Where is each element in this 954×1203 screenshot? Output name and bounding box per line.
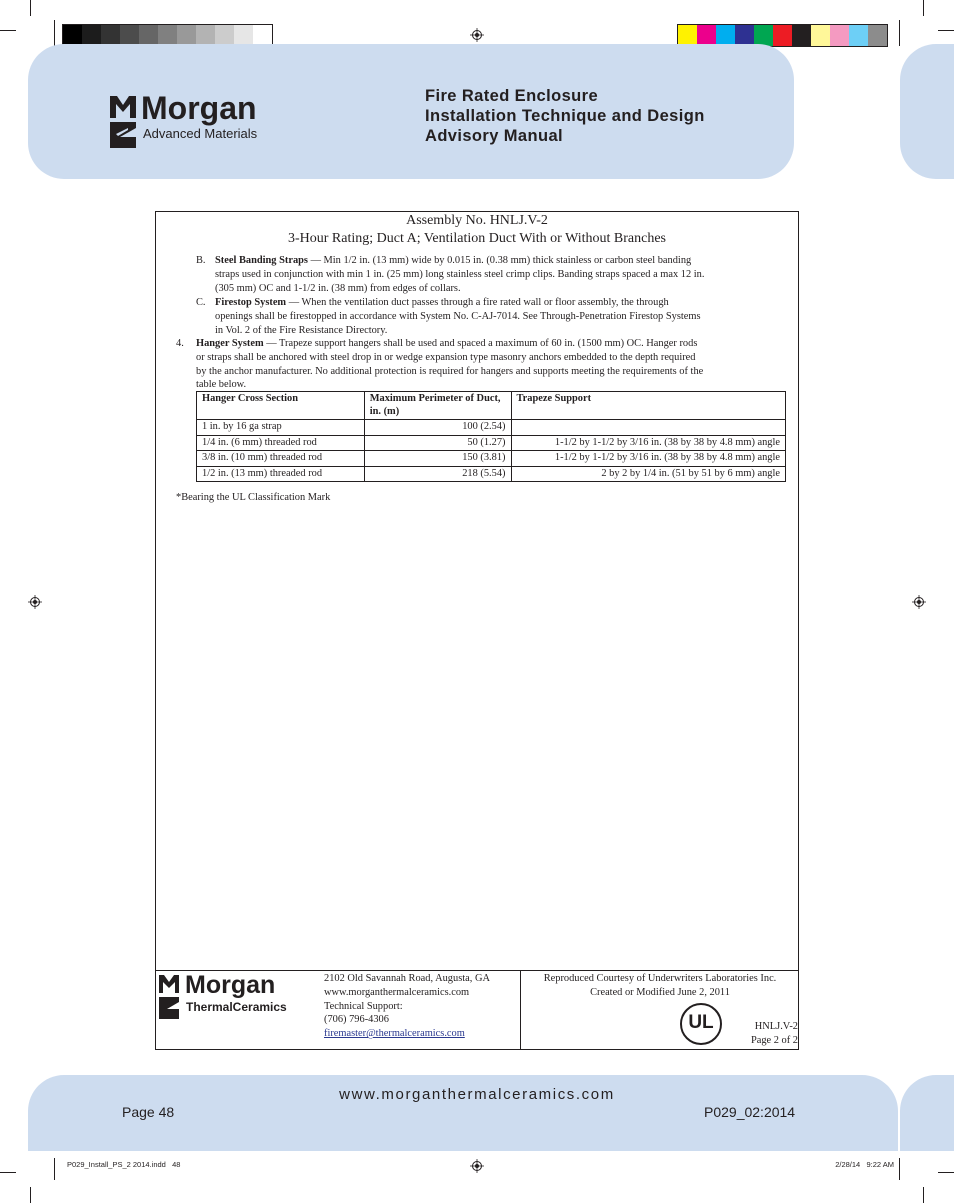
item-marker: 4. [176, 338, 184, 349]
item-line: table below. [196, 379, 247, 391]
grayscale-swatch [234, 25, 253, 46]
crop-mark [923, 0, 924, 16]
table-cell: 1/4 in. (6 mm) threaded rod [197, 435, 365, 451]
color-swatch [868, 25, 887, 46]
color-swatch [830, 25, 849, 46]
footer-logo-wordmark: Morgan [185, 971, 276, 999]
table-header-cell: Hanger Cross Section [197, 392, 365, 420]
item-line: in Vol. 2 of the Fire Resistance Directory. [215, 324, 388, 336]
grayscale-swatch [215, 25, 234, 46]
grayscale-swatch [196, 25, 215, 46]
table-row [197, 451, 786, 467]
table-cell: 100 (2.54) [364, 420, 511, 436]
reproduction-line: Created or Modified June 2, 2011 [590, 986, 730, 998]
website-url[interactable]: www.morganthermalceramics.com [339, 1086, 615, 1103]
contact-line: (706) 796-4306 [324, 1014, 389, 1026]
document-page: Page 2 of 2 [750, 1034, 798, 1046]
grayscale-swatch [63, 25, 82, 46]
slug-timestamp: 2/28/14 9:22 AM [835, 1160, 894, 1169]
registration-mark-icon [912, 595, 926, 609]
table-header-cell: Trapeze Support [511, 392, 786, 420]
ul-mark-text: UL [688, 1012, 714, 1033]
crop-mark [0, 1172, 16, 1173]
table-row [197, 435, 786, 451]
contact-line: www.morganthermalceramics.com [324, 986, 470, 998]
contact-line: Technical Support: [324, 1000, 403, 1012]
item-heading: Hanger System [196, 338, 264, 349]
table-cell: 3/8 in. (10 mm) threaded rod [197, 451, 365, 467]
crop-mark [30, 0, 31, 16]
color-swatch [792, 25, 811, 46]
document-id-block [716, 1020, 798, 1048]
crop-mark [0, 30, 16, 31]
table-cell: 1-1/2 by 1-1/2 by 3/16 in. (38 by 38 by 4.8 mm) angle [511, 435, 786, 451]
item-line: (305 mm) OC and 1-1/2 in. (38 mm) from edges of collars. [215, 282, 461, 294]
registration-mark-icon [470, 28, 484, 42]
table-cell [511, 420, 786, 436]
reproduction-line: Reproduced Courtesy of Underwriters Laboratories Inc. [543, 973, 777, 984]
color-swatch [735, 25, 754, 46]
crop-mark [54, 1158, 55, 1180]
table-cell: 50 (1.27) [364, 435, 511, 451]
footnote: *Bearing the UL Classification Mark [176, 492, 331, 503]
table-row [197, 420, 786, 436]
item-line: — When the ventilation duct passes through a fire rated wall or floor assembly, the through [286, 297, 669, 308]
color-swatch [849, 25, 868, 46]
crop-mark [938, 1172, 954, 1173]
crop-mark [899, 1158, 900, 1180]
header-title-line: Fire Rated Enclosure [425, 87, 599, 105]
grayscale-swatch [158, 25, 177, 46]
header-title-line: Installation Technique and Design [425, 107, 705, 125]
document-code: P029_02:2014 [704, 1104, 796, 1120]
table-cell: 150 (3.81) [364, 451, 511, 467]
crop-mark [899, 20, 900, 46]
table-row [197, 466, 786, 482]
contact-line: 2102 Old Savannah Road, Augusta, GA [324, 973, 490, 984]
item-line: or straps shall be anchored with steel drop in or wedge expansion type masonry anchors embedded to the depth required [196, 351, 696, 363]
grayscale-swatch [177, 25, 196, 46]
header-side-tab [900, 44, 954, 179]
footer-divider [520, 970, 521, 1049]
contact-block [324, 972, 490, 1041]
item-4-text [196, 337, 794, 392]
grayscale-swatch [139, 25, 158, 46]
header-title [425, 86, 705, 146]
item-heading: Firestop System [215, 297, 287, 308]
morgan-mark-icon [159, 975, 179, 1019]
table-header-cell: Maximum Perimeter of Duct, in. (m) [364, 392, 511, 420]
page-number: Page 48 [122, 1104, 175, 1120]
item-line: — Min 1/2 in. (13 mm) wide by 0.015 in. (0.38 mm) thick stainless or carbon steel banding [307, 255, 692, 266]
hanger-table [196, 391, 786, 482]
grayscale-swatch [253, 25, 272, 46]
item-line: straps used in conjunction with min 1 in. (25 mm) long stainless steel crimp clips. Banding straps spaced a max 12 in. [215, 268, 705, 280]
table-cell: 1-1/2 by 1-1/2 by 3/16 in. (38 by 38 by 4.8 mm) angle [511, 451, 786, 467]
reproduction-note [522, 972, 798, 1000]
registration-mark-icon [28, 595, 42, 609]
assembly-title: Assembly No. HNLJ.V-2 [406, 213, 548, 228]
document-id: HNLJ.V-2 [754, 1021, 798, 1032]
logo-tagline: Advanced Materials [143, 126, 258, 141]
item-b-text [215, 254, 795, 295]
item-marker: B. [196, 255, 206, 266]
footer-side-tab [900, 1075, 954, 1151]
logo-wordmark: Morgan [141, 90, 257, 126]
table-cell: 218 (5.54) [364, 466, 511, 482]
crop-mark [923, 1187, 924, 1203]
item-marker: C. [196, 297, 206, 308]
item-heading: Steel Banding Straps [215, 255, 308, 266]
footer-logo-subtitle: ThermalCeramics [186, 1000, 287, 1014]
color-swatch [754, 25, 773, 46]
table-cell: 1/2 in. (13 mm) threaded rod [197, 466, 365, 482]
support-email-link[interactable]: firemaster@thermalceramics.com [324, 1028, 465, 1040]
assembly-subtitle: 3-Hour Rating; Duct A; Ventilation Duct With or Without Branches [288, 231, 666, 246]
item-line: openings shall be firestopped in accordance with System No. C-AJ-7014. See Through-Penetration Firestop Systems [215, 310, 701, 322]
slug-filename: P029_Install_PS_2 2014.indd 48 [67, 1160, 181, 1169]
assembly-document [155, 211, 799, 1050]
crop-mark [54, 20, 55, 46]
table-cell: 1 in. by 16 ga strap [197, 420, 365, 436]
color-swatch [678, 25, 697, 46]
item-c-text [215, 296, 795, 337]
registration-mark-icon [470, 1159, 484, 1173]
morgan-mark-icon [110, 96, 136, 148]
crop-mark [938, 30, 954, 31]
table-header-row [197, 392, 786, 420]
color-swatch [697, 25, 716, 46]
table-cell: 2 by 2 by 1/4 in. (51 by 51 by 6 mm) angle [511, 466, 786, 482]
color-swatch [773, 25, 792, 46]
color-swatch [811, 25, 830, 46]
grayscale-swatch [101, 25, 120, 46]
header-title-line: Advisory Manual [425, 127, 564, 145]
item-line: by the anchor manufacturer. No additional protection is required for hangers and supports meeting the requirements of the [196, 365, 704, 377]
grayscale-swatch [120, 25, 139, 46]
color-swatch [716, 25, 735, 46]
item-line: — Trapeze support hangers shall be used and spaced a maximum of 60 in. (1500 mm) OC. Hanger rods [263, 338, 698, 349]
crop-mark [30, 1187, 31, 1203]
grayscale-swatch [82, 25, 101, 46]
